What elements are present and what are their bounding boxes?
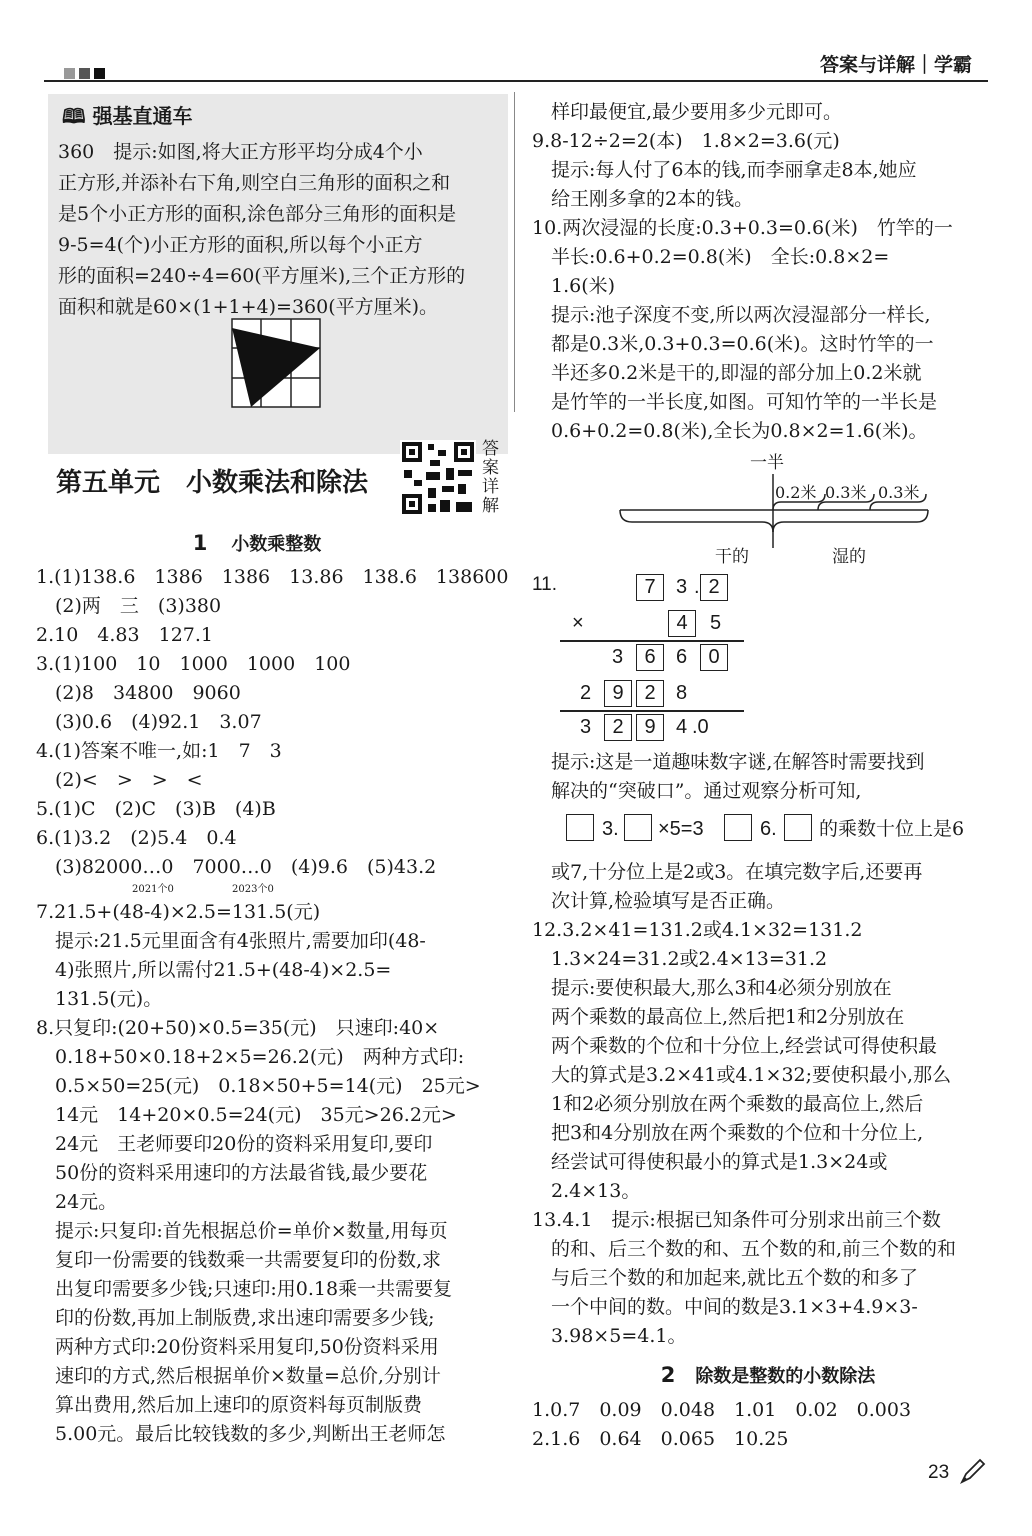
box-line: 是5个小正方形的面积,涂色部分三角形的面积是 <box>58 203 457 225</box>
answer-line: 0.6+0.2=0.8(米),全长为0.8×2=1.6(米)。 <box>532 420 928 442</box>
answer-line: 与后三个数的和加起来,就比五个数的和多了 <box>532 1267 919 1289</box>
answer-line: 10.两次浸湿的长度:0.3+0.3=0.6(米) 竹竿的一 <box>532 217 953 239</box>
seg-label: 0.2米 <box>775 483 817 502</box>
box-line: 形的面积=240÷4=60(平方厘米),三个正方形的 <box>58 265 466 287</box>
half-label: 一半 <box>750 453 784 473</box>
q11-label: 11. <box>532 574 558 595</box>
q11-inline-boxes <box>566 814 826 844</box>
answer-line: 1.3×24=31.2或2.4×13=31.2 <box>532 948 828 970</box>
answer-line: 3.(1)100 10 1000 1000 100 <box>36 653 351 675</box>
answer-line: 1.0.7 0.09 0.048 1.01 0.02 0.003 <box>532 1399 912 1421</box>
answer-line: (2)< > > < <box>36 769 203 791</box>
answer-line: 都是0.3米,0.3+0.3=0.6(米)。这时竹竿的一 <box>532 333 934 355</box>
digit: 4 <box>676 716 688 738</box>
pen-icon <box>958 1456 988 1486</box>
answer-line: 半长:0.6+0.2=0.8(米) 全长:0.8×2= <box>532 246 890 268</box>
digit: . <box>694 576 700 598</box>
answer-line: 提示:21.5元里面含有4张照片,需要加印(48- <box>36 930 426 952</box>
answer-line: 把3和4分别放在两个乘数的个位和十分位上, <box>532 1122 924 1144</box>
seg-label: 0.3米 <box>878 483 920 502</box>
triangle-figure <box>231 318 321 408</box>
answer-line: 7.21.5+(48-4)×2.5=131.5(元) <box>36 901 321 923</box>
blank-box <box>566 814 594 841</box>
digit-box: 7 <box>636 574 664 601</box>
answer-line: 提示:要使积最大,那么3和4必须分别放在 <box>532 977 892 999</box>
bamboo-lines <box>610 448 940 558</box>
answer-line: 提示:每人付了6本的钱,而李丽拿走8本,她应 <box>532 159 917 181</box>
answer-line: 提示:这是一道趣味数字谜,在解答时需要找到 <box>532 751 925 773</box>
answer-line: 样印最便宜,最少要用多少元即可。 <box>532 101 843 123</box>
answer-line: 算出费用,然后加上速印的原资料每页制版费 <box>36 1394 423 1416</box>
q6-under-label: 2021个0 <box>132 884 174 895</box>
answer-line: (2)8 34800 9060 <box>36 682 241 704</box>
box-line: 面积和就是60×(1+1+4)=360(平方厘米)。 <box>58 296 439 318</box>
header-title: 答案与详解｜学霸 <box>819 54 972 76</box>
blank-box <box>724 814 752 841</box>
inline-text: 3. <box>602 818 619 840</box>
box-line: 9-5=4(个)小正方形的面积,所以每个小正方 <box>58 234 423 256</box>
answer-line: 24元 王老师要印20份的资料采用复印,要印 <box>36 1133 433 1155</box>
digit-box: 6 <box>636 644 664 671</box>
inline-text: 6. <box>760 818 777 840</box>
answer-line: 0.18+50×0.18+2×5=26.2(元) 两种方式印: <box>36 1046 465 1068</box>
answer-line: 1.6(米) <box>532 275 616 297</box>
answer-line: 14元 14+20×0.5=24(元) 35元>26.2元> <box>36 1104 457 1126</box>
q6-under-label: 2023个0 <box>232 884 274 895</box>
section-2-title: 2 除数是整数的小数除法 <box>660 1363 876 1387</box>
section-1-title: 1 小数乘整数 <box>192 531 322 555</box>
answer-line: 的乘数十位上是6 <box>800 818 965 840</box>
answer-line: 大的算式是3.2×41或4.1×32;要使积最小,那么 <box>532 1064 952 1086</box>
answer-line: 9.8-12÷2=2(本) 1.8×2=3.6(元) <box>532 130 840 152</box>
answer-line: 4)张照片,所以需付21.5+(48-4)×2.5= <box>36 959 392 981</box>
digit: 3 <box>580 716 592 738</box>
digit: 2 <box>580 682 592 704</box>
answer-line: 给王刚多拿的2本的钱。 <box>532 188 754 210</box>
answer-line: 两个乘数的个位和十分位上,经尝试可得使积最 <box>532 1035 938 1057</box>
answer-line: 或7,十分位上是2或3。在填完数字后,还要再 <box>532 861 923 883</box>
box-title: 🕮 强基直通车 <box>62 104 193 128</box>
dry-label: 干的 <box>715 547 749 567</box>
answer-line: 6.(1)3.2 (2)5.4 0.4 <box>36 827 237 849</box>
answer-line: 50份的资料采用速印的方法最省钱,最少要花 <box>36 1162 428 1184</box>
answer-line: 两种方式印:20份资料采用复印,50份资料采用 <box>36 1336 439 1358</box>
wet-label: 湿的 <box>832 547 866 567</box>
digit-box: 2 <box>636 680 664 707</box>
answer-line: 24元。 <box>36 1191 118 1213</box>
answer-line: 次计算,检验填写是否正确。 <box>532 890 786 912</box>
answer-line: 速印的方式,然后根据单价×数量=总价,分别计 <box>36 1365 441 1387</box>
strong-base-box <box>48 94 508 454</box>
digit: 6 <box>676 646 688 668</box>
answer-line: 2.1.6 0.64 0.065 10.25 <box>532 1428 789 1450</box>
digit-box: 2 <box>700 574 728 601</box>
answer-line: 复印一份需要的钱数乘一共需要复印的份数,求 <box>36 1249 442 1271</box>
answer-line: 印的份数,再加上制版费,求出速印需要多少钱; <box>36 1307 435 1329</box>
answer-line: 12.3.2×41=131.2或4.1×32=131.2 <box>532 919 863 941</box>
answer-line: 5.(1)C (2)C (3)B (4)B <box>36 798 276 820</box>
answer-line: 经尝试可得使积最小的算式是1.3×24或 <box>532 1151 888 1173</box>
blank-box <box>624 814 652 841</box>
digit: 8 <box>676 682 688 704</box>
digit: 3 <box>612 646 624 668</box>
q11-puzzle <box>560 570 760 750</box>
answer-line: 1.(1)138.6 1386 1386 13.86 138.6 138600 <box>36 566 509 588</box>
header-rule <box>44 80 988 82</box>
seg-label: 0.3米 <box>825 483 867 502</box>
digit-box: 2 <box>604 714 632 741</box>
answer-line: 4.(1)答案不唯一,如:1 7 3 <box>36 740 282 762</box>
answer-line: 5.00元。最后比较钱数的多少,判断出王老师怎 <box>36 1423 446 1445</box>
qr-code-icon <box>400 440 476 516</box>
answer-line: 出复印需要多少钱;只速印:用0.18乘一共需要复 <box>36 1278 453 1300</box>
digit-box: 4 <box>668 610 696 637</box>
answer-line: 0.5×50=25(元) 0.18×50+5=14(元) 25元> <box>36 1075 481 1097</box>
digit-box: 9 <box>604 680 632 707</box>
qr-label: 答案详解 <box>482 439 499 516</box>
answer-line: 3.98×5=4.1。 <box>532 1325 687 1347</box>
answer-line: (2)两 三 (3)380 <box>36 595 222 617</box>
answer-line: (3)82000…0 7000…0 (4)9.6 (5)43.2 <box>36 856 437 878</box>
answer-line: 提示:池子深度不变,所以两次浸湿部分一样长, <box>532 304 931 326</box>
book-icon: 🕮 <box>62 104 86 128</box>
digit-box: 0 <box>700 644 728 671</box>
answer-line: 2.4×13。 <box>532 1180 641 1202</box>
page-number: 23 <box>928 1462 950 1483</box>
rule <box>560 710 744 712</box>
digit: 3 <box>676 576 688 598</box>
answer-line: 半还多0.2米是干的,即湿的部分加上0.2米就 <box>532 362 922 384</box>
answer-line: 2.10 4.83 127.1 <box>36 624 214 646</box>
times-sign: × <box>572 612 584 634</box>
unit-title: 第五单元 小数乘法和除法 <box>56 468 369 498</box>
answer-line: 13.4.1 提示:根据已知条件可分别求出前三个数 <box>532 1209 941 1231</box>
answer-line: (3)0.6 (4)92.1 3.07 <box>36 711 262 733</box>
digit: .0 <box>692 716 709 738</box>
answer-line: 131.5(元)。 <box>36 988 163 1010</box>
digit-box: 9 <box>636 714 664 741</box>
answer-line: 提示:只复印:首先根据总价=单价×数量,用每页 <box>36 1220 448 1242</box>
answer-line: 是竹竿的一半长度,如图。可知竹竿的一半长是 <box>532 391 938 413</box>
answer-line: 解决的“突破口”。通过观察分析可知, <box>532 780 862 802</box>
answer-line: 1和2必须分别放在两个乘数的最高位上,然后 <box>532 1093 924 1115</box>
answer-line: 两个乘数的最高位上,然后把1和2分别放在 <box>532 1006 905 1028</box>
answer-line: 一个中间的数。中间的数是3.1×3+4.9×3- <box>532 1296 918 1318</box>
answer-line: 8.只复印:(20+50)×0.5=35(元) 只速印:40× <box>36 1017 440 1039</box>
box-line: 360 提示:如图,将大正方形平均分成4个小 <box>58 141 423 163</box>
column-separator <box>514 92 515 412</box>
answer-line: 的和、后三个数的和、五个数的和,前三个数的和 <box>532 1238 957 1260</box>
rule <box>560 640 744 642</box>
bamboo-diagram <box>610 448 940 568</box>
box-line: 正方形,并添补右下角,则空白三角形的面积之和 <box>58 172 451 194</box>
digit: 5 <box>710 612 722 634</box>
inline-text: ×5=3 <box>658 818 704 840</box>
